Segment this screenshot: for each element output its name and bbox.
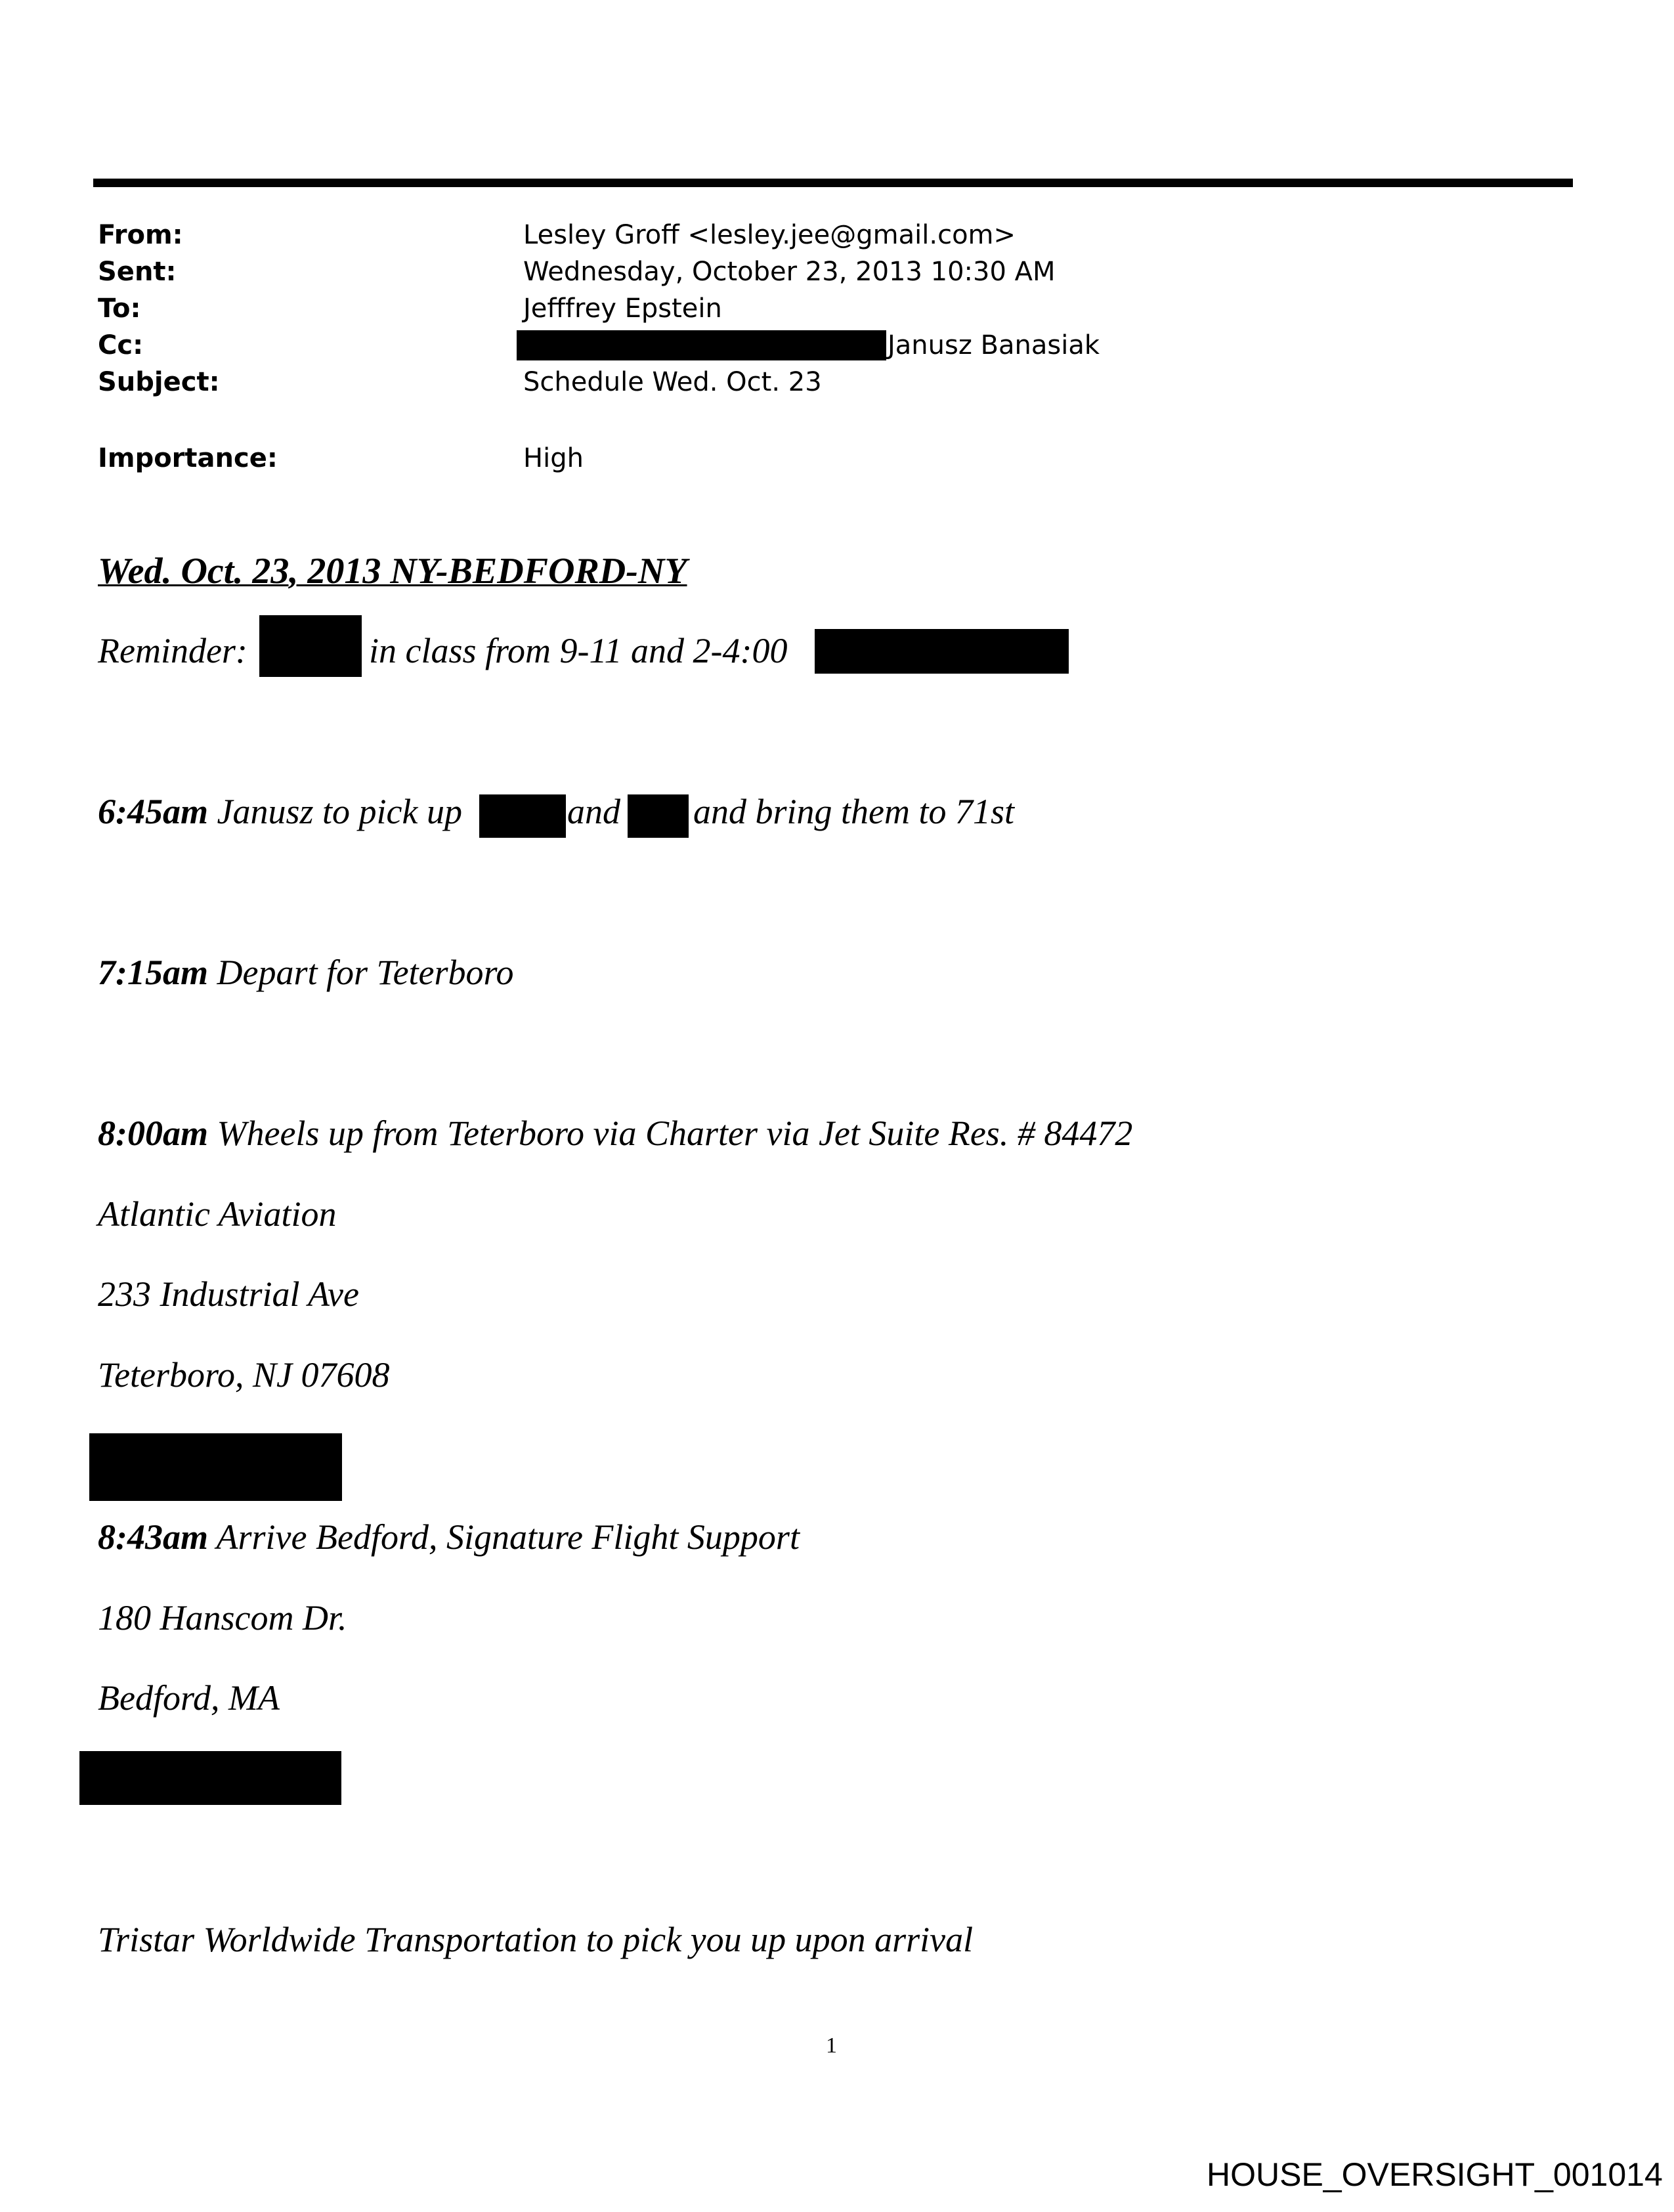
sent-label: Sent:	[98, 257, 177, 287]
reminder-redaction-1	[259, 615, 362, 677]
cc-value: Janusz Banasiak	[888, 330, 1100, 360]
entry-text: Wheels up from Teterboro via Charter via Jet Suite Res. # 84472	[217, 1114, 1133, 1153]
reminder-text: in class from 9-11 and 2-4:00	[369, 631, 788, 670]
entry-800	[98, 1113, 1132, 1154]
entry-645	[98, 791, 462, 832]
to-value: Jefffrey Epstein	[523, 293, 722, 324]
entry-645-redaction-1	[479, 794, 566, 838]
entry-645-redaction-2	[628, 794, 689, 838]
entry-645-and: and	[567, 792, 620, 831]
teterboro-line-2: 233 Industrial Ave	[98, 1274, 359, 1314]
entry-645-rest: and bring them to 71st	[693, 792, 1015, 831]
reminder-prefix: Reminder:	[98, 631, 247, 670]
subject-label: Subject:	[98, 367, 220, 397]
page-number: 1	[826, 2033, 837, 2058]
teterboro-redaction	[89, 1433, 342, 1501]
cc-label: Cc:	[98, 330, 144, 360]
to-label: To:	[98, 293, 141, 324]
schedule-title: Wed. Oct. 23, 2013 NY-BEDFORD-NY	[98, 551, 687, 592]
entry-text: Janusz to pick up	[217, 792, 462, 831]
bedford-line-2: Bedford, MA	[98, 1678, 280, 1718]
cc-redaction	[517, 330, 886, 360]
teterboro-line-1: Atlantic Aviation	[98, 1194, 337, 1234]
entry-text: Arrive Bedford, Signature Flight Support	[216, 1517, 800, 1557]
importance-value: High	[523, 443, 584, 473]
entry-time: 8:43am	[98, 1517, 208, 1557]
from-label: From:	[98, 220, 183, 250]
entry-time: 7:15am	[98, 953, 208, 992]
teterboro-line-3: Teterboro, NJ 07608	[98, 1355, 390, 1395]
entry-843	[98, 1517, 800, 1557]
entry-715	[98, 952, 514, 993]
closing-line: Tristar Worldwide Transportation to pick you up upon arrival	[98, 1920, 974, 1959]
reminder-redaction-2	[815, 629, 1069, 674]
bedford-line-1: 180 Hanscom Dr.	[98, 1598, 347, 1637]
importance-label: Importance:	[98, 443, 278, 473]
from-value: Lesley Groff <lesley.jee@gmail.com>	[523, 220, 1016, 250]
header-rule	[93, 179, 1573, 187]
subject-value: Schedule Wed. Oct. 23	[523, 367, 822, 397]
sent-value: Wednesday, October 23, 2013 10:30 AM	[523, 257, 1056, 287]
bates-number: HOUSE_OVERSIGHT_001014	[1207, 2156, 1663, 2193]
entry-time: 6:45am	[98, 792, 208, 831]
bedford-redaction	[79, 1751, 341, 1805]
entry-text: Depart for Teterboro	[217, 953, 514, 992]
entry-time: 8:00am	[98, 1114, 208, 1153]
